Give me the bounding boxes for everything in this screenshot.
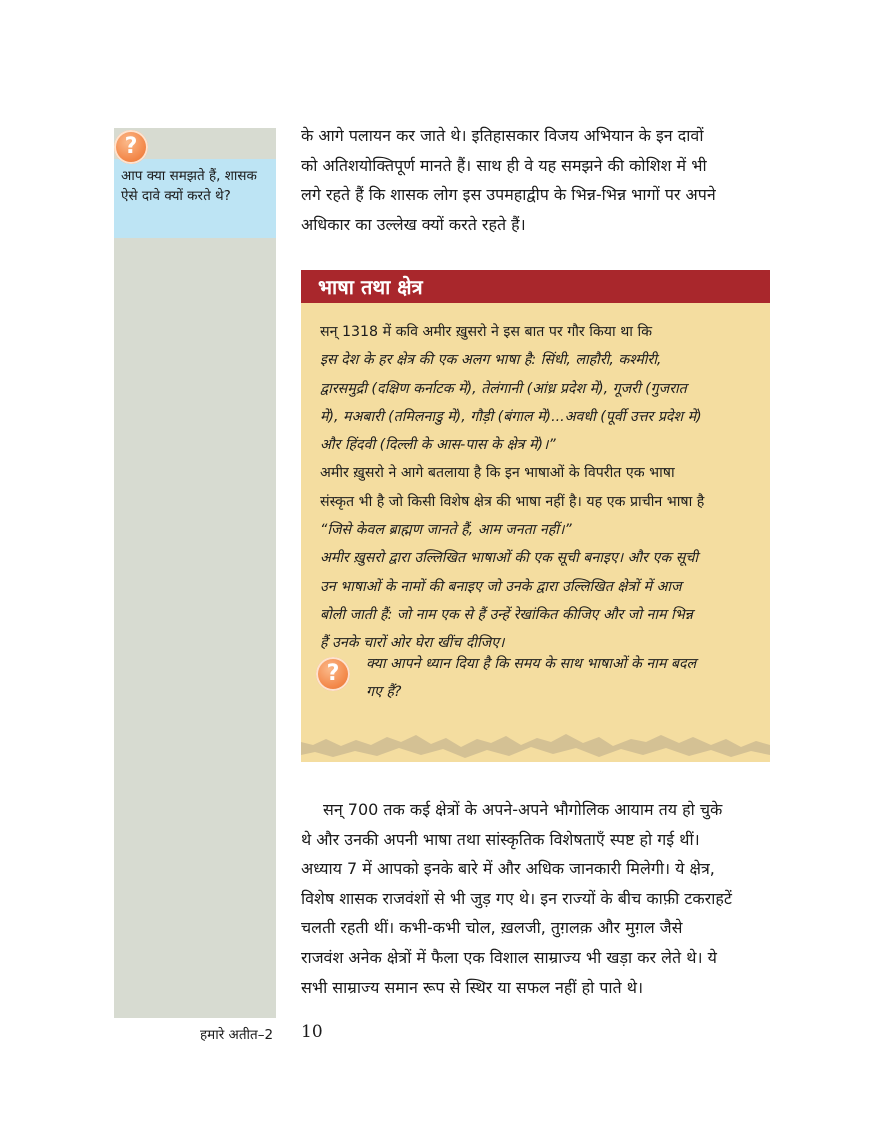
box-line: संस्कृत भी है जो किसी विशेष क्षेत्र की भाषा नहीं है। यह एक प्राचीन भाषा है [320,493,705,510]
sidebar-question-text: आप क्या समझते हैं, शासक ऐसे दावे क्यों करते थे? [121,168,257,204]
box-line: उन भाषाओं के नामों की बनाइए जो उनके द्वारा उल्लिखित क्षेत्रों में आज [320,578,682,595]
paragraph-line: लगे रहते हैं कि शासक लोग इस उपमहाद्वीप के भिन्न-भिन्न भागों पर अपने [301,185,716,205]
top-paragraph [301,121,771,239]
torn-paper-edge [301,715,770,765]
margin-sidebar [114,128,276,1018]
box-line: अमीर ख़ुसरो द्वारा उल्लिखित भाषाओं की एक सूची बनाइए। और एक सूची [320,550,699,567]
paragraph-line: चलती रहती थीं। कभी-कभी चोल, ख़लजी, तुग़लक़ और मुग़ल जैसे [301,918,683,938]
box-line: “जिसे केवल ब्राह्मण जानते हैं, आम जनता नहीं।” [320,522,572,539]
paragraph-line: विशेष शासक राजवंशों से भी जुड़ गए थे। इन राज्यों के बीच काफ़ी टकराहटें [301,888,732,908]
paragraph-line: राजवंश अनेक क्षेत्रों में फैला एक विशाल साम्राज्य भी खड़ा कर लेते थे। ये [301,947,717,967]
page-number: 10 [301,1022,323,1042]
paragraph-line: सभी साम्राज्य समान रूप से स्थिर या सफल नहीं हो पाते थे। [301,977,644,997]
box-question-line: गए हैं? [366,684,402,700]
box-question-line: क्या आपने ध्यान दिया है कि समय के साथ भाषाओं के नाम बदल [366,656,697,672]
box-line: बोली जाती हैं: जो नाम एक से हैं उन्हें रेखांकित कीजिए और जो नाम भिन्न [320,606,693,623]
box-line: द्वारसमुद्री (दक्षिण कर्नाटक में), तेलंगानी (आंध्र प्रदेश में), गूजरी (गुजरात [320,380,687,397]
box-line: अमीर ख़ुसरो ने आगे बतलाया है कि इन भाषाओं के विपरीत एक भाषा [320,465,675,482]
box-question [366,650,751,706]
book-title: हमारे अतीत–2 [200,1027,274,1043]
question-mark-icon: ? [316,657,350,691]
box-line: में), मअबारी (तमिलनाडु में), गौड़ी (बंगाल में)...अवधी (पूर्वी उत्तर प्रदेश में) [320,408,702,425]
box-body [320,318,748,658]
paragraph-line: के आगे पलायन कर जाते थे। इतिहासकार विजय अभियान के इन दावों [301,126,704,145]
paragraph-line: अध्याय 7 में आपको इनके बारे में और अधिक जानकारी मिलेगी। ये क्षेत्र, [301,859,715,879]
paragraph-line: थे और उनकी अपनी भाषा तथा सांस्कृतिक विशेषताएँ स्पष्ट हो गई थीं। [301,829,700,849]
question-mark-icon: ? [114,130,148,164]
paragraph-line: अधिकार का उल्लेख क्यों करते रहते हैं। [301,214,526,234]
box-title: भाषा तथा क्षेत्र [318,275,423,299]
bottom-paragraph [301,795,771,1002]
box-line: हैं उनके चारों ओर घेरा खींच दीजिए। [320,635,505,652]
box-line: सन् 1318 में कवि अमीर ख़ुसरो ने इस बात पर गौर किया था कि [320,324,653,340]
box-line: इस देश के हर क्षेत्र की एक अलग भाषा है: सिंधी, लाहौरी, कश्मीरी, [320,352,662,369]
paragraph-line: सन् 700 तक कई क्षेत्रों के अपने-अपने भौगोलिक आयाम तय हो चुके [323,800,723,819]
box-line: और हिंदवी (दिल्ली के आस-पास के क्षेत्र में)।” [320,437,556,454]
paragraph-line: को अतिशयोक्तिपूर्ण मानते हैं। साथ ही वे यह समझने की कोशिश में भी [301,155,707,175]
